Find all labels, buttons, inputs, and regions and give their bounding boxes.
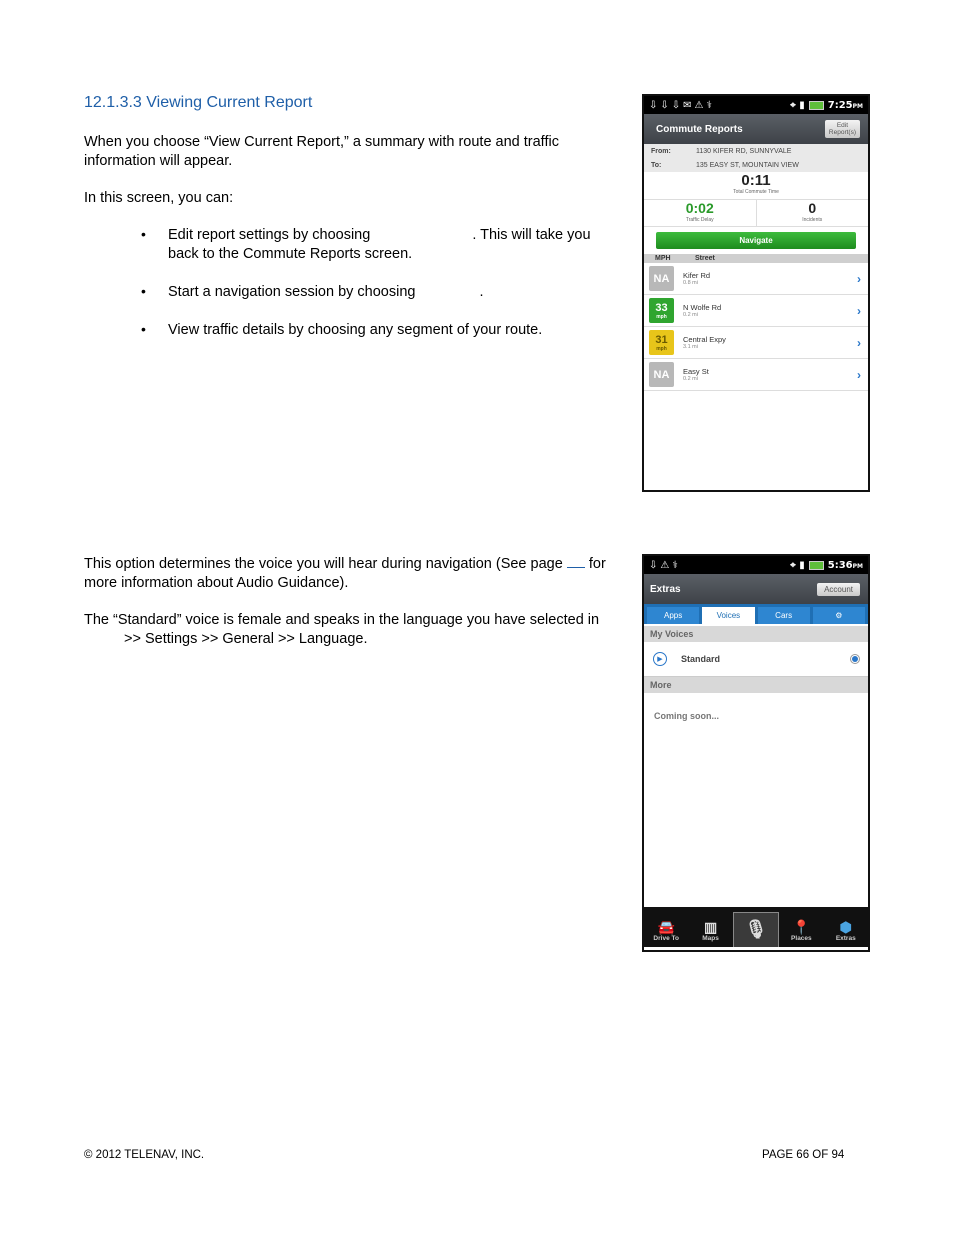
incidents-block xyxy=(757,200,869,226)
footer-copyright: © 2012 TELENAV, INC. xyxy=(84,1149,205,1161)
voice-paragraph-1: This option determines the voice you will hear during navigation (See page for more information about Audio Guidance). xyxy=(84,556,606,591)
voice-name: Standard xyxy=(681,654,721,664)
segment-column-headers xyxy=(644,254,868,263)
segment-row[interactable] xyxy=(644,263,868,295)
tab-bar xyxy=(644,604,868,624)
from-value: 1130 KIFER RD, SUNNYVALE xyxy=(696,147,792,155)
microphone-icon: 🎙 xyxy=(744,919,768,939)
places-button[interactable]: 📍 Places xyxy=(779,919,823,947)
total-time: 0:11 xyxy=(741,172,771,189)
segment-name: N Wolfe Rd xyxy=(683,303,722,312)
title-bar xyxy=(644,574,868,604)
bullet-text-a: Edit report settings by choosing xyxy=(168,227,371,243)
car-icon: 🚘 xyxy=(657,919,675,935)
bullet-item-traffic xyxy=(168,321,608,340)
mph-header: MPH xyxy=(655,255,671,262)
bullet-item-edit xyxy=(168,226,608,264)
bottom-nav xyxy=(644,907,868,947)
speed-badge: NA xyxy=(649,362,674,387)
can-line: In this screen, you can: xyxy=(84,190,234,206)
notification-icons: ⇩⇩⇩✉⚠⚕ xyxy=(649,99,715,111)
gear-icon: ⚙ xyxy=(835,611,843,620)
page-reference-link[interactable] xyxy=(567,555,585,568)
my-voices-header: My Voices xyxy=(644,626,868,642)
speed-badge: NA xyxy=(649,266,674,291)
pin-icon: 📍 xyxy=(792,919,811,935)
extras-button[interactable]: ⬢ Extras xyxy=(824,919,868,947)
signal-icon: ⌖ ▮ xyxy=(790,559,805,571)
edit-reports-button[interactable]: Edit Report(s) xyxy=(825,120,860,138)
section-heading: 12.1.3.3 Viewing Current Report xyxy=(84,94,313,111)
status-bar xyxy=(644,556,868,574)
footer-page-number: PAGE 66 OF 94 xyxy=(762,1149,845,1161)
from-row xyxy=(644,144,868,158)
tab-apps[interactable]: Apps xyxy=(647,607,699,624)
screen-title: Extras xyxy=(650,583,681,595)
stats-row xyxy=(644,200,868,227)
tab-cars[interactable]: Cars xyxy=(758,607,810,624)
signal-icon: ⌖ ▮ xyxy=(790,99,805,111)
to-value: 135 EASY ST, MOUNTAIN VIEW xyxy=(696,161,799,169)
voice-row-standard[interactable] xyxy=(644,642,868,677)
total-time-label: Total Commute Time xyxy=(733,189,779,195)
status-bar xyxy=(644,96,868,114)
traffic-delay-label: Traffic Delay xyxy=(685,217,714,223)
screen-title: Commute Reports xyxy=(656,123,743,135)
maps-button[interactable]: ▥ Maps xyxy=(689,919,733,947)
voice-paragraph-2: The “Standard” voice is female and speaks in the language you have selected in >> Settings >> General >> Language. xyxy=(84,612,600,647)
to-label: To: xyxy=(651,161,662,169)
segment-distance: 0.2 mi xyxy=(683,312,698,318)
traffic-delay-block xyxy=(644,200,757,226)
segment-name: Kifer Rd xyxy=(683,271,711,280)
segment-name: Easy St xyxy=(683,367,709,376)
voices-screenshot xyxy=(642,554,870,952)
bullet-item-navigate xyxy=(168,283,608,302)
battery-icon xyxy=(809,101,824,110)
play-icon[interactable]: ▶ xyxy=(653,652,667,666)
coming-soon-text: Coming soon... xyxy=(654,711,719,721)
segment-distance: 0.8 mi xyxy=(683,280,698,286)
bullet-text-a: View traffic details by choosing any segment of your route. xyxy=(168,322,543,338)
bullet-text-b: . xyxy=(479,284,484,300)
chevron-right-icon: › xyxy=(857,367,861,382)
cube-icon: ⬢ xyxy=(839,919,852,935)
bullet-dot: • xyxy=(141,226,146,242)
status-right xyxy=(790,560,863,571)
commute-report-screenshot xyxy=(642,94,870,492)
voice-button[interactable] xyxy=(733,912,779,947)
drive-to-button[interactable]: 🚘 Drive To xyxy=(644,919,688,947)
navigate-button[interactable]: Navigate xyxy=(656,232,856,249)
notification-icons: ⇩⚠⚕ xyxy=(649,559,681,571)
from-label: From: xyxy=(651,147,671,155)
more-header: More xyxy=(644,677,868,693)
total-time-block xyxy=(644,172,868,200)
title-bar xyxy=(644,114,868,144)
segment-list xyxy=(644,263,868,391)
chevron-right-icon: › xyxy=(857,335,861,350)
account-button[interactable]: Account xyxy=(817,583,860,596)
incidents-label: Incidents xyxy=(802,217,823,223)
street-header: Street xyxy=(695,255,715,262)
segment-row[interactable] xyxy=(644,295,868,327)
status-right xyxy=(790,100,863,111)
tab-settings[interactable] xyxy=(813,607,865,624)
speed-badge: 33 mph xyxy=(649,298,674,323)
chevron-right-icon: › xyxy=(857,303,861,318)
traffic-delay: 0:02 xyxy=(685,200,714,216)
bullet-text-b: . This will take you back to the Commute Reports screen. xyxy=(168,227,591,262)
clock: 5:36PM xyxy=(827,559,863,571)
bullet-dot: • xyxy=(141,321,146,337)
intro-paragraph: When you choose “View Current Report,” a summary with route and traffic information will appear. xyxy=(84,134,559,169)
clock: 7:25PM xyxy=(827,99,863,111)
battery-icon xyxy=(809,561,824,570)
segment-distance: 3.1 mi xyxy=(683,344,698,350)
map-icon: ▥ xyxy=(703,919,718,935)
segment-name: Central Expy xyxy=(683,335,726,344)
segment-row[interactable] xyxy=(644,327,868,359)
tab-voices[interactable]: Voices xyxy=(702,607,754,624)
chevron-right-icon: › xyxy=(857,271,861,286)
bullet-text-a: Start a navigation session by choosing xyxy=(168,284,416,300)
bullet-dot: • xyxy=(141,283,146,299)
to-row xyxy=(644,158,868,172)
voice-radio[interactable] xyxy=(850,654,860,664)
segment-row[interactable] xyxy=(644,359,868,391)
segment-distance: 0.2 mi xyxy=(683,376,698,382)
incidents: 0 xyxy=(808,200,817,216)
speed-badge: 31 mph xyxy=(649,330,674,355)
